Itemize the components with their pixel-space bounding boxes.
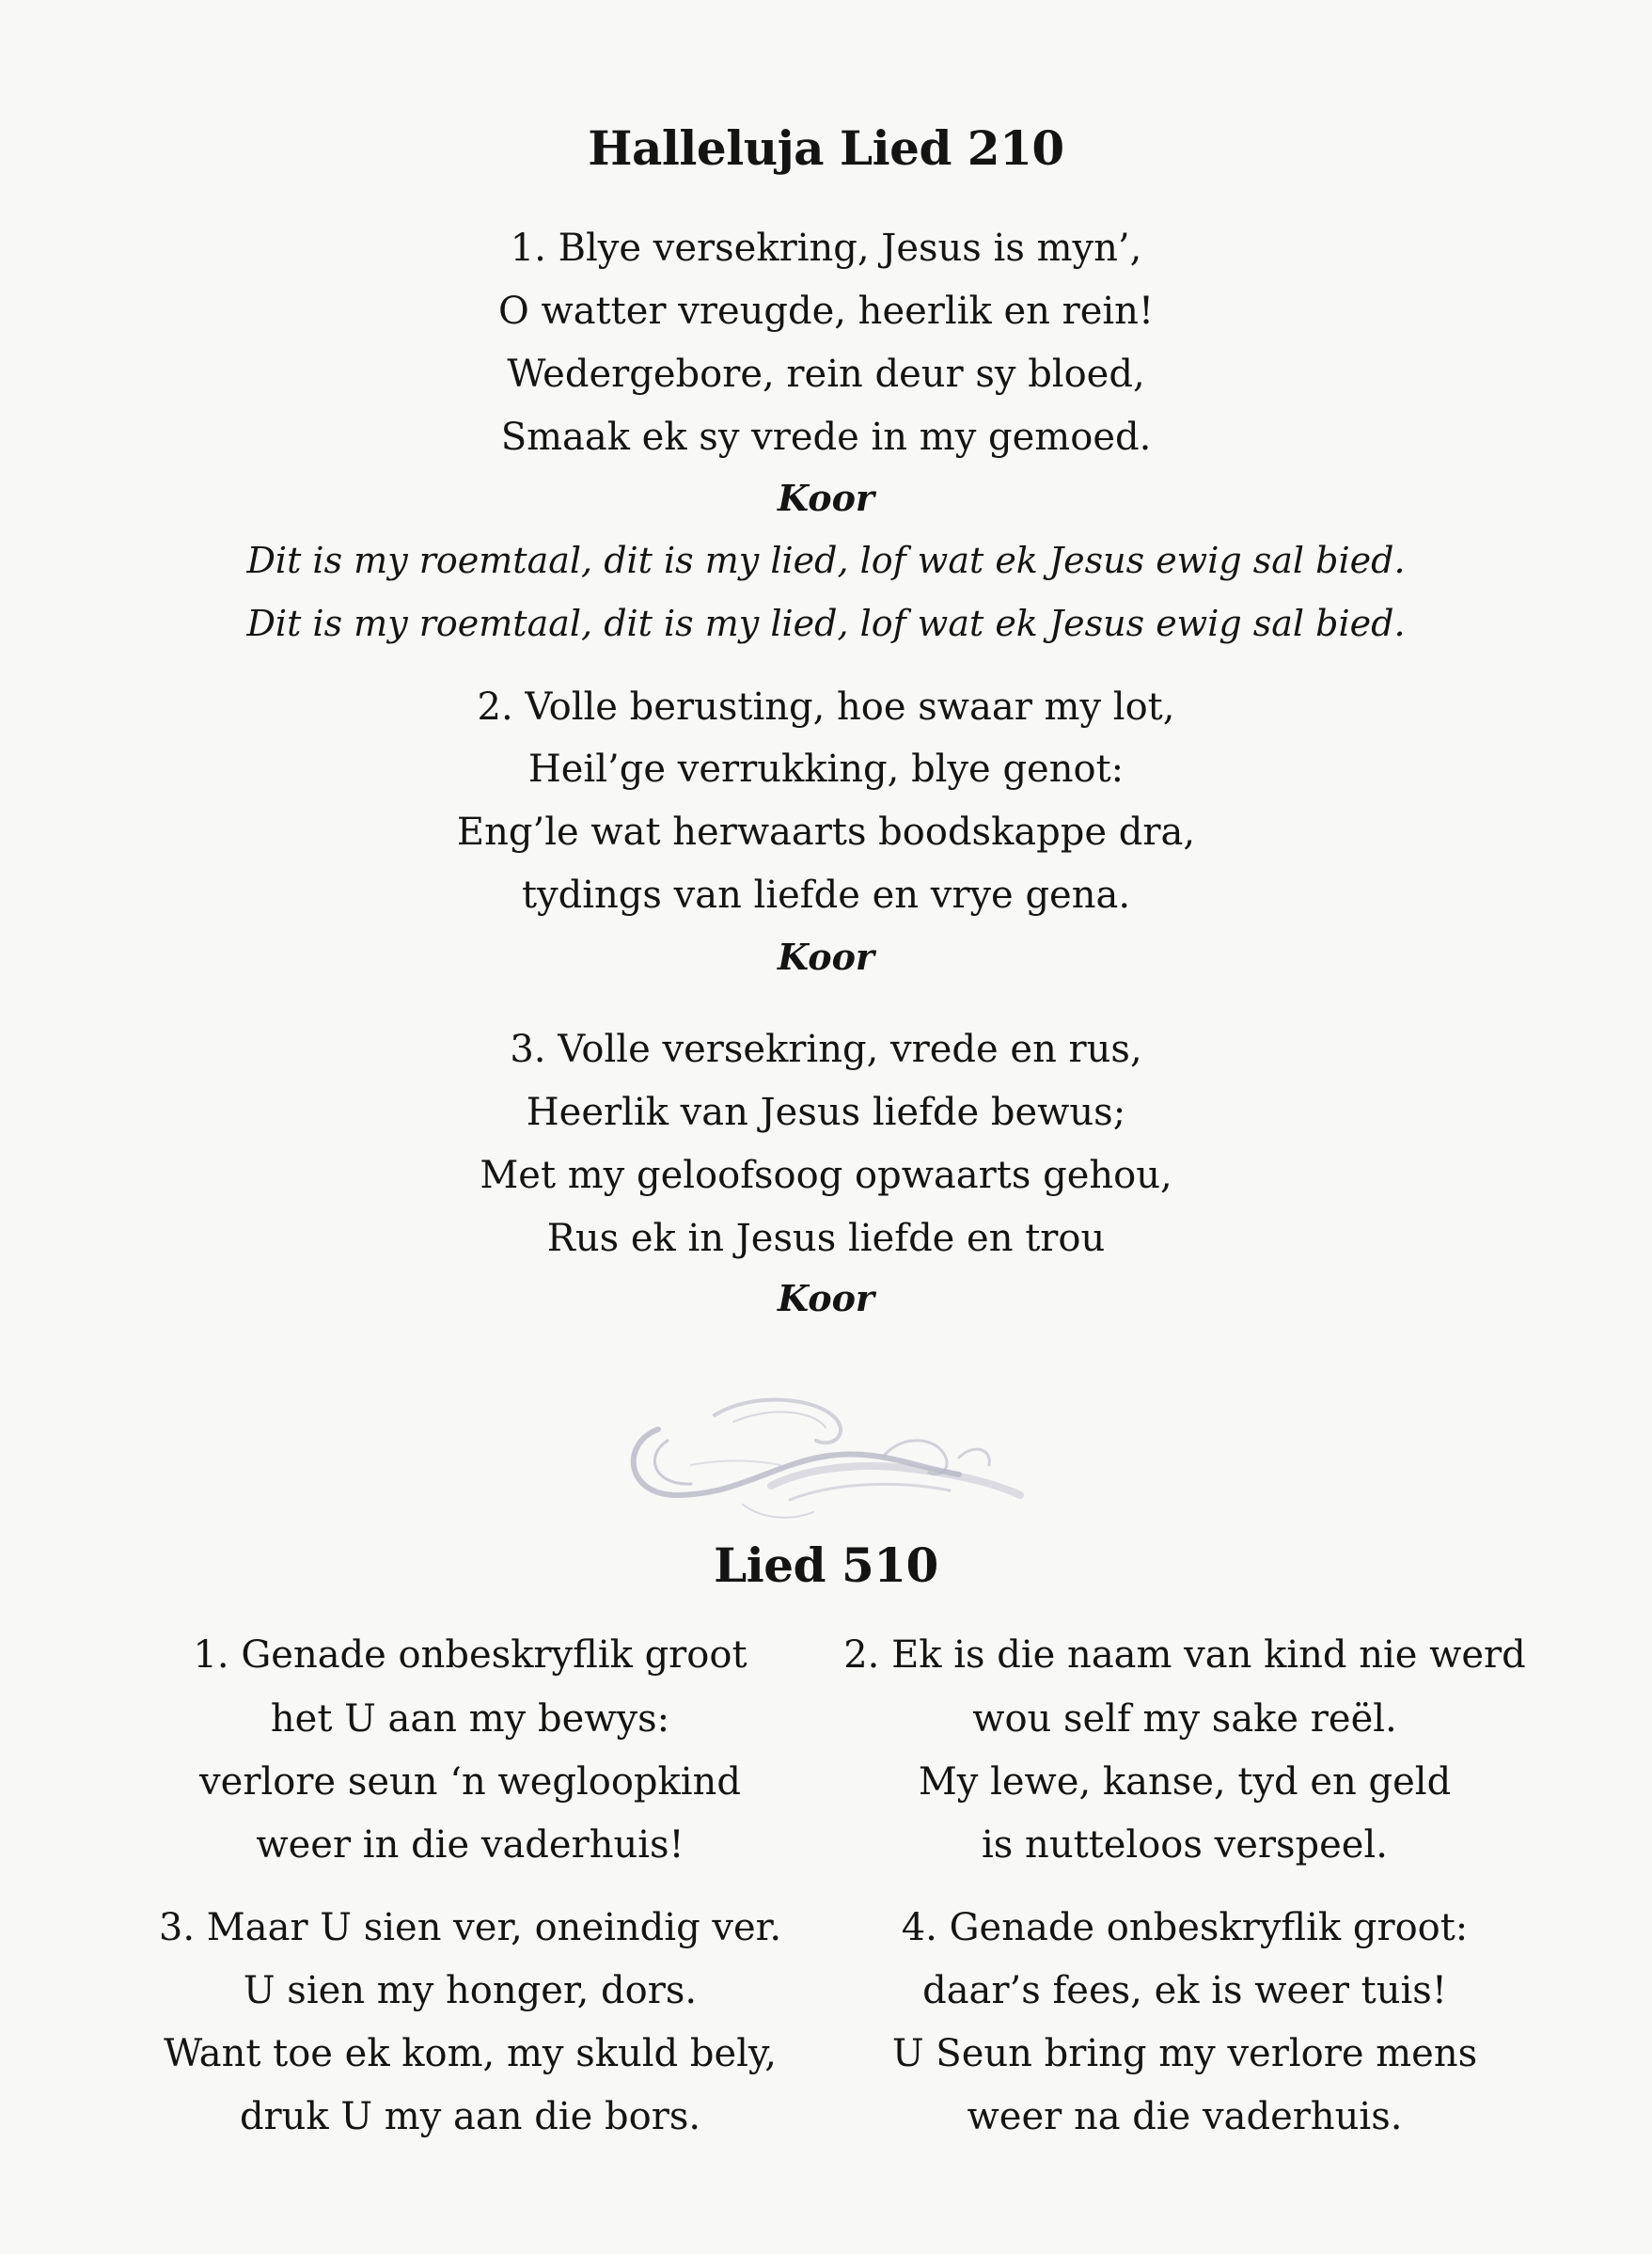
- verse-line: O watter vreugde, heerlik en rein!: [497, 290, 1155, 333]
- verse-line: weer in die vaderhuis!: [256, 1823, 684, 1867]
- verse-line: Met my geloofsoog opwaarts gehou,: [480, 1154, 1172, 1197]
- verse-line: 2. Volle berusting, hoe swaar my lot,: [477, 686, 1175, 729]
- verse-line: weer na die vaderhuis.: [967, 2095, 1403, 2138]
- hymn2-title: Lied 510: [714, 1537, 938, 1593]
- verse-line: Smaak ek sy vrede in my gemoed.: [500, 416, 1152, 459]
- verse-line: Eng’le wat herwaarts boodskappe dra,: [456, 811, 1196, 854]
- verse-line: Rus ek in Jesus liefde en trou: [546, 1217, 1106, 1260]
- verse-line: 1. Blye versekring, Jesus is myn’,: [510, 227, 1142, 270]
- verse-line: 2. Ek is die naam van kind nie werd: [843, 1633, 1526, 1677]
- koor-label: Koor: [778, 477, 874, 519]
- verse-line: Wedergebore, rein deur sy bloed,: [507, 353, 1145, 396]
- verse-line: het U aan my bewys:: [270, 1697, 670, 1741]
- verse-line: Want toe ek kom, my skuld bely,: [164, 2032, 777, 2075]
- verse-line: Heil’ge verrukking, blye genot:: [527, 748, 1125, 791]
- verse-line: Heerlik van Jesus liefde bewus;: [526, 1091, 1126, 1134]
- verse-line: is nutteloos verspeel.: [982, 1823, 1388, 1867]
- verse-line: 3. Maar U sien ver, oneindig ver.: [158, 1906, 782, 1949]
- koor-label: Koor: [778, 936, 874, 978]
- verse-line: U Seun bring my verlore mens: [891, 2032, 1478, 2075]
- chorus-line: Dit is my roemtaal, dit is my lied, lof wat ek Jesus ewig sal bied.: [246, 603, 1406, 644]
- verse-line: 4. Genade onbeskryflik groot:: [901, 1906, 1469, 1949]
- verse-line: wou self my sake reël.: [972, 1697, 1397, 1741]
- verse-line: 1. Genade onbeskryflik groot: [193, 1633, 747, 1677]
- koor-label: Koor: [778, 1277, 874, 1319]
- verse-line: tydings van liefde en vrye gena.: [521, 874, 1131, 917]
- verse-line: 3. Volle versekring, vrede en rus,: [510, 1028, 1142, 1071]
- verse-line: daar’s fees, ek is weer tuis!: [922, 1969, 1447, 2012]
- verse-line: verlore seun ‘n wegloopkind: [199, 1760, 741, 1804]
- hymn1-title: Halleluja Lied 210: [588, 120, 1064, 176]
- verse-line: U sien my honger, dors.: [243, 1969, 698, 2012]
- chorus-line: Dit is my roemtaal, dit is my lied, lof wat ek Jesus ewig sal bied.: [246, 540, 1406, 581]
- verse-line: druk U my aan die bors.: [239, 2095, 701, 2138]
- flourish-ornament-icon: [602, 1354, 1034, 1533]
- verse-line: My lewe, kanse, tyd en geld: [918, 1760, 1452, 1804]
